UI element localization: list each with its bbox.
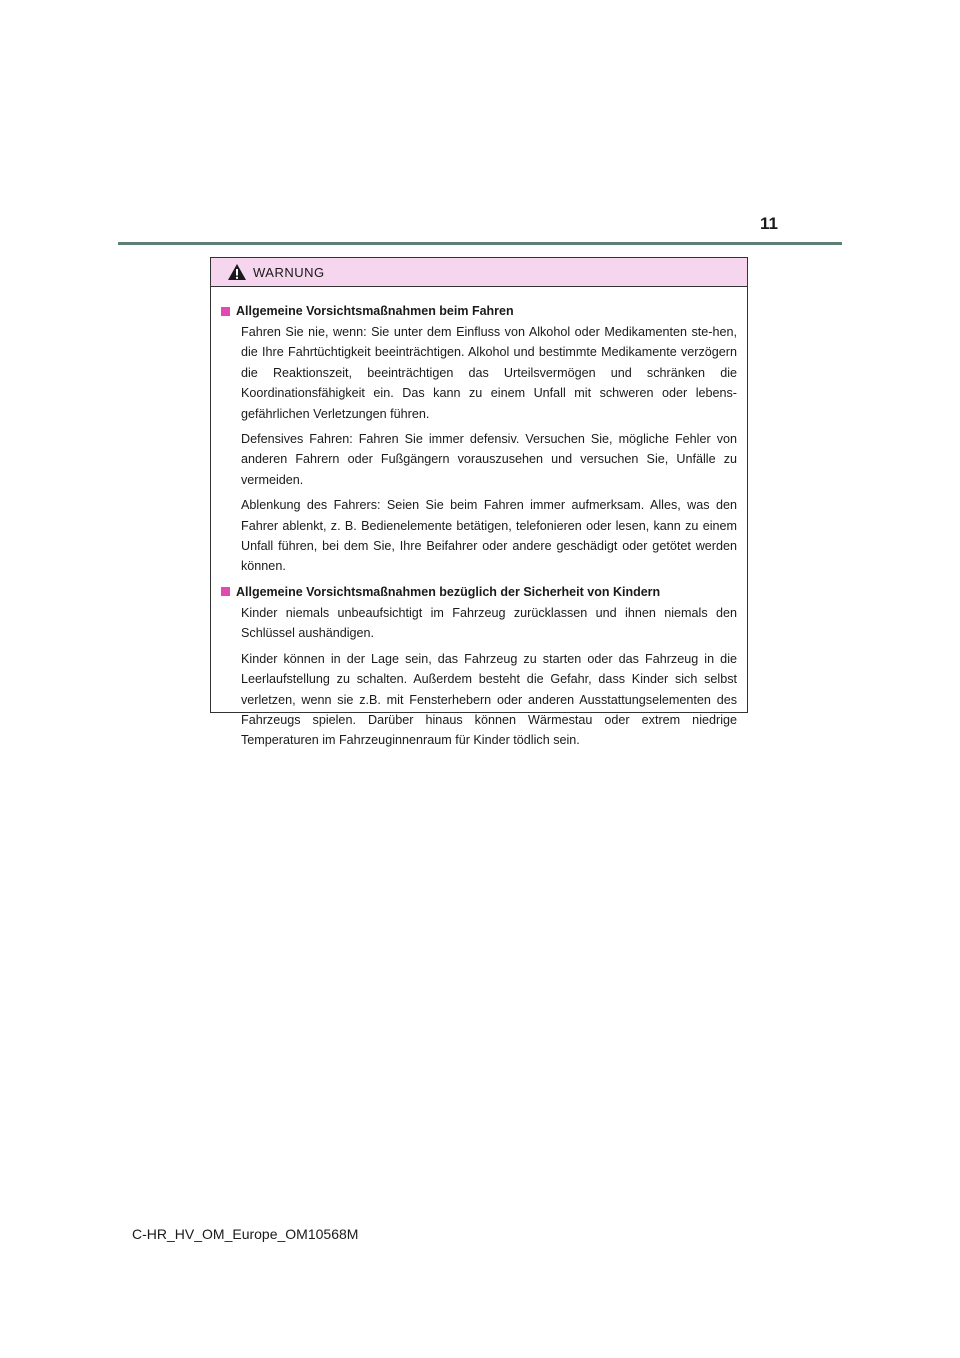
section-heading-text: Allgemeine Vorsichtsmaßnahmen bezüglich der Sicherheit von Kindern [236, 584, 661, 599]
page-number: 11 [760, 214, 778, 233]
warning-box [210, 257, 748, 748]
footer-document-id: C-HR_HV_OM_Europe_OM10568M [132, 1226, 359, 1242]
paragraph: Ablenkung des Fahrers: Seien Sie beim Fahren immer aufmerksam. Alles, was den Fahrer ablenkt, z. B. Bedienelemente betätigen, telefonieren oder lesen, kann zu einem Unfall führen, bei dem Sie, Ihre Beifahrer oder andere geschädigt oder getötet werden können. [241, 498, 737, 574]
square-bullet-icon [221, 587, 230, 596]
paragraph: Fahren Sie nie, wenn: Sie unter dem Einfluss von Alkohol oder Medikamenten ste-hen, die Ihre Fahrtüchtigkeit beeinträchtigen. Alkohol und bestimmte Medikamente verzögern die Reaktionszeit, beeinträchtigen das Urteilsvermögen und schränken die Koordinationsfähigkeit ein. Das kann zu einem Unfall mit schweren oder lebens-gefährlichen Verletzungen führen. [241, 325, 737, 421]
header-rule [118, 242, 842, 245]
section-heading [221, 301, 737, 321]
paragraph: Defensives Fahren: Fahren Sie immer defensiv. Versuchen Sie, mögliche Fehler von anderen Fahrern oder Fußgängern vorauszusehen und versuchen Sie, Unfälle zu vermeiden. [241, 432, 737, 487]
paragraph: Kinder niemals unbeaufsichtigt im Fahrzeug zurücklassen und ihnen niemals den Schlüssel aushändigen. [241, 605, 737, 641]
warning-triangle-icon [227, 263, 247, 281]
section-heading-text: Allgemeine Vorsichtsmaßnahmen beim Fahren [236, 304, 514, 318]
paragraph: Kinder können in der Lage sein, das Fahrzeug zu starten oder das Fahrzeug in die Leerlaufstellung zu schalten. Außerdem besteht die Gefahr, dass Kinder sich selbst verletzen, wenn sie z.B. mit Fensterhebern oder anderen Ausstattungselementen des Fahrzeugs spielen. Darüber hinaus können Wärmestau oder extrem niedrige Temperaturen im Fahrzeuginnenraum für Kinder tödlich sein. [241, 651, 737, 748]
warning-body [211, 287, 747, 751]
warning-header [211, 258, 747, 287]
section-heading [221, 582, 737, 602]
warning-title: WARNUNG [253, 264, 325, 280]
square-bullet-icon [221, 307, 230, 316]
